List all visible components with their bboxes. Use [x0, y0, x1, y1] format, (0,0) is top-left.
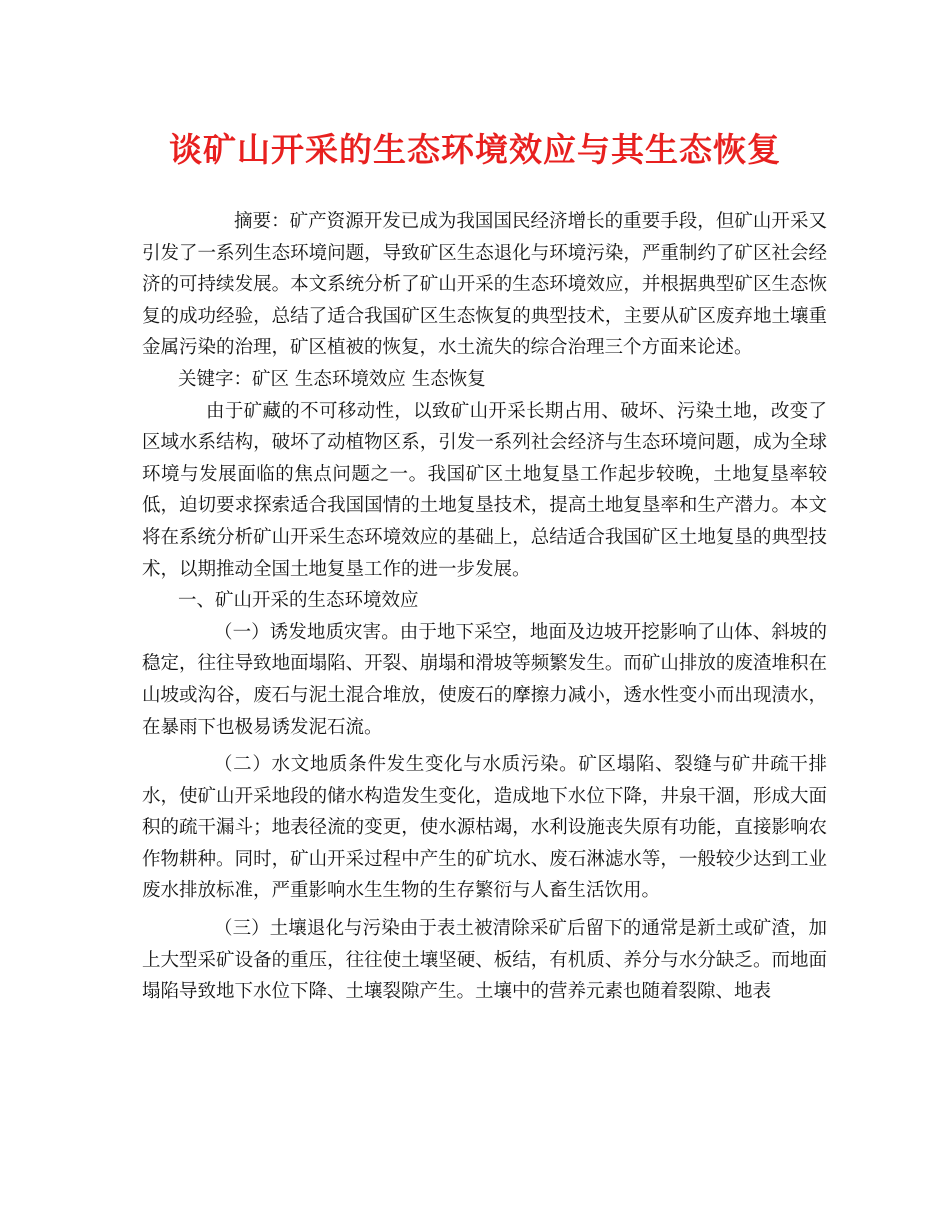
abstract-paragraph: 摘要：矿产资源开发已成为我国国民经济增长的重要手段，但矿山开采又引发了一系列生态环境问题，导致矿区生态退化与环境污染，严重制约了矿区社会经济的可持续发展。本文系统分析了矿山开采的生态环境效应，并根据典型矿区生态恢复的成功经验，总结了适合我国矿区生态恢复的典型技术，主要从矿区废弃地土壤重金属污染的治理，矿区植被的恢复，水土流失的综合治理三个方面来论述。 [142, 211, 827, 359]
document-title: 谈矿山开采的生态环境效应与其生态恢复 [169, 130, 781, 169]
intro-paragraph: 由于矿藏的不可移动性，以致矿山开采长期占用、破坏、污染土地，改变了区域水系结构，破坏了动植物区系，引发一系列社会经济与生态环境问题，成为全球环境与发展面临的焦点问题之一。我国矿区土地复垦工作起步较晚，土地复垦率较低，迫切要求探索适合我国国情的土地复垦技术，提高土地复垦率和生产潜力。本文将在系统分析矿山开采生态环境效应的基础上，总结适合我国矿区土地复垦的典型技术，以期推动全国土地复垦工作的进一步发展。 [142, 400, 827, 580]
subsection-paragraph-2: （二）水文地质条件发生变化与水质污染。矿区塌陷、裂缝与矿井疏干排水，使矿山开采地段的储水构造发生变化，造成地下水位下降，井泉干涸，形成大面积的疏干漏斗；地表径流的变更，使水源枯竭，水利设施丧失原有功能，直接影响农作物耕种。同时，矿山开采过程中产生的矿坑水、废石淋滤水等，一般较少达到工业废水排放标准，严重影响水生生物的生存繁衍与人畜生活饮用。 [142, 754, 827, 902]
subsection-paragraph-3: （三）土壤退化与污染由于表土被清除采矿后留下的通常是新土或矿渣，加上大型采矿设备的重压，往往使土壤坚硬、板结，有机质、养分与水分缺乏。而地面塌陷导致地下水位下降、土壤裂隙产生。土壤中的营养元素也随着裂隙、地表 [142, 918, 827, 1003]
section-heading: 一、矿山开采的生态环境效应 [178, 590, 419, 612]
keywords-line: 关键字：矿区 生态环境效应 生态恢复 [178, 368, 486, 390]
subsection-paragraph-1: （一）诱发地质灾害。由于地下采空，地面及边坡开挖影响了山体、斜坡的稳定，往往导致地面塌陷、开裂、崩塌和滑坡等频繁发生。而矿山排放的废渣堆积在山坡或沟谷，废石与泥土混合堆放，使废石的摩擦力减小，透水性变小而出现渍水，在暴雨下也极易诱发泥石流。 [142, 621, 827, 738]
document-body [142, 206, 827, 1008]
